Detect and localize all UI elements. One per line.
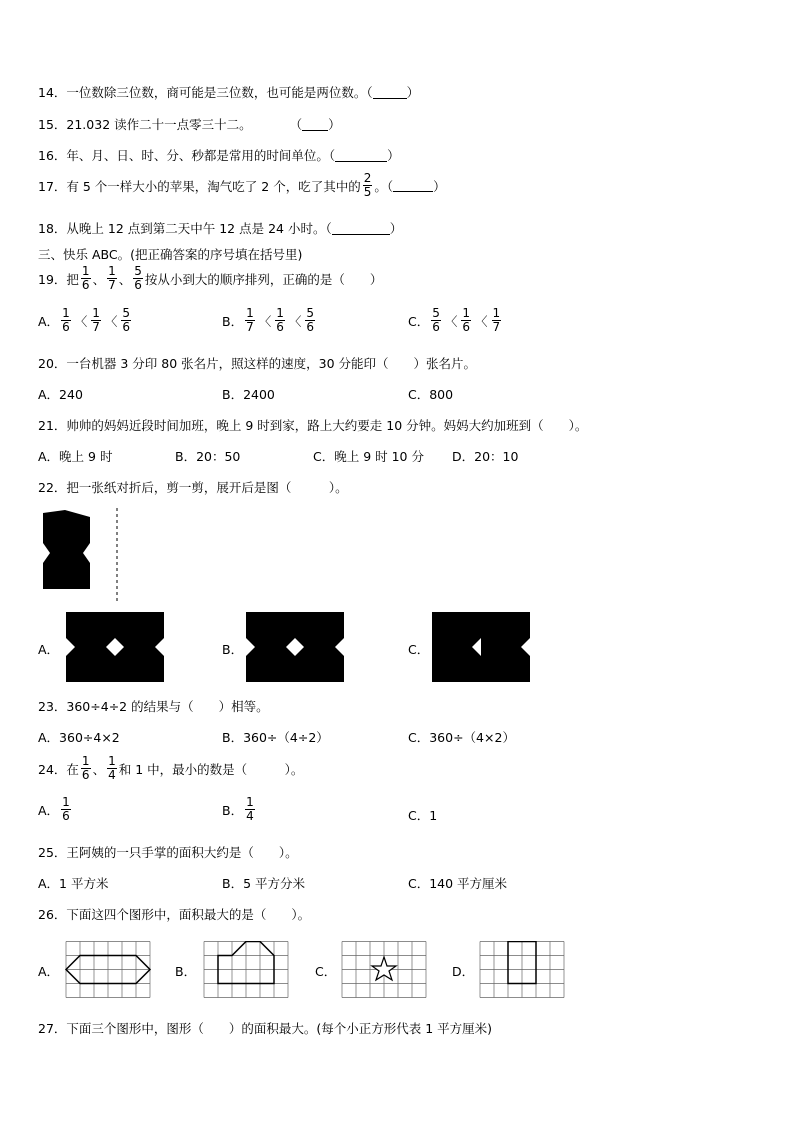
option-b[interactable]: B． — [222, 642, 244, 657]
answer-blank[interactable] — [302, 118, 328, 131]
answer-blank[interactable] — [332, 222, 390, 235]
grid-figure-d[interactable] — [478, 941, 566, 999]
option-a[interactable]: A．1 平方米 — [38, 876, 109, 891]
section-heading: 三、快乐 ABC。(把正确答案的序号填在括号里) — [38, 247, 303, 262]
option-a[interactable]: A． — [38, 964, 60, 979]
fraction: $\frac{1}{7}$ — [246, 306, 254, 334]
option-b[interactable]: B．20：50 — [175, 449, 241, 464]
option-d[interactable]: D．20：10 — [452, 449, 519, 464]
fraction: $\frac{5}{6}$ — [122, 306, 131, 334]
question-23: 23． 360÷4÷2 的结果与（ ）相等。 — [38, 699, 269, 714]
fraction: $\frac{1}{7}$ — [492, 306, 501, 334]
grid-figure-b[interactable] — [202, 941, 290, 999]
option-a[interactable]: A． $\frac{1}{6}$ — [38, 795, 70, 823]
option-b[interactable]: B． $\frac{1}{7}$ 〈 $\frac{1}{6}$ 〈 $\frac{5}{6}$ — [222, 306, 315, 334]
fraction: $\frac{1}{6}$ — [81, 754, 90, 782]
option-c[interactable]: C． — [408, 642, 430, 657]
option-a[interactable]: A．晚上 9 时 — [38, 449, 113, 464]
option-c[interactable]: C．140 平方厘米 — [408, 876, 508, 891]
question-21: 21． 帅帅的妈妈近段时间加班，晚上 9 时到家，路上大约要走 10 分钟。妈妈大约加班到（ ）。 — [38, 418, 588, 433]
question-15: 15． 21.032 读作二十一点零三十二。 （ ） — [38, 117, 341, 132]
option-b-figure[interactable] — [246, 612, 344, 682]
question-16: 16． 年、月、日、时、分、秒都是常用的时间单位。（ ） — [38, 148, 400, 163]
fraction: $\frac{5}{6}$ — [432, 306, 440, 334]
option-c[interactable]: C．360÷（4×2） — [408, 730, 515, 745]
question-20: 20． 一台机器 3 分印 80 张名片，照这样的速度，30 分能印（ ）张名片。 — [38, 356, 477, 371]
option-c[interactable]: C． — [315, 964, 337, 979]
fraction: $\frac{1}{6}$ — [81, 264, 90, 292]
question-26: 26． 下面这四个图形中，面积最大的是（ ）。 — [38, 907, 311, 922]
fraction: $\frac{5}{6}$ — [134, 264, 142, 292]
grid-figure-a[interactable] — [64, 941, 152, 999]
option-a[interactable]: A．360÷4×2 — [38, 730, 120, 745]
question-22: 22． 把一张纸对折后，剪一剪，展开后是图（ ）。 — [38, 480, 348, 495]
option-c[interactable]: C．晚上 9 时 10 分 — [313, 449, 424, 464]
question-18: 18． 从晚上 12 点到第二天中午 12 点是 24 小时。（ ） — [38, 221, 403, 236]
option-a[interactable]: A．240 — [38, 387, 83, 402]
fraction: $\frac{2}{5}$ — [363, 171, 372, 199]
option-b[interactable]: B．5 平方分米 — [222, 876, 306, 891]
option-c[interactable]: C．1 — [408, 808, 438, 823]
option-b[interactable]: B．360÷（4÷2） — [222, 730, 329, 745]
fraction: $\frac{1}{6}$ — [276, 306, 284, 334]
answer-blank[interactable] — [335, 149, 387, 162]
fraction: $\frac{1}{6}$ — [62, 795, 70, 823]
question-17: 17． 有 5 个一样大小的苹果，淘气吃了 2 个，吃了其中的 $\frac{2}{5}$ 。（ ） — [38, 171, 446, 199]
option-c[interactable]: C． $\frac{5}{6}$ 〈 $\frac{1}{6}$ 〈 $\frac{1}{7}$ — [408, 306, 501, 334]
question-19: 19． 把 $\frac{1}{6}$ 、 $\frac{1}{7}$ 、 $\frac{5}{6}$ 按从小到大的顺序排列，正确的是（ ） — [38, 264, 383, 292]
fraction: $\frac{1}{6}$ — [462, 306, 471, 334]
option-a[interactable]: A． $\frac{1}{6}$ 〈 $\frac{1}{7}$ 〈 $\frac{5}{6}$ — [38, 306, 131, 334]
question-27: 27． 下面三个图形中，图形（ ）的面积最大。(每个小正方形代表 1 平方厘米) — [38, 1021, 493, 1036]
option-a[interactable]: A． — [38, 642, 60, 657]
fraction: $\frac{1}{7}$ — [92, 306, 100, 334]
question-24: 24． 在 $\frac{1}{6}$ 、 $\frac{1}{4}$ 和 1 中，最小的数是（ ）。 — [38, 754, 304, 782]
question-14: 14． 一位数除三位数，商可能是三位数，也可能是两位数。（ ） — [38, 85, 420, 100]
option-b[interactable]: B． — [175, 964, 197, 979]
option-b[interactable]: B． $\frac{1}{4}$ — [222, 795, 254, 823]
option-d[interactable]: D． — [452, 964, 475, 979]
question-25: 25． 王阿姨的一只手掌的面积大约是（ ）。 — [38, 845, 298, 860]
fraction: $\frac{1}{6}$ — [62, 306, 70, 334]
fraction: $\frac{1}{7}$ — [108, 264, 116, 292]
grid-figure-c[interactable] — [340, 941, 428, 999]
option-c-figure[interactable] — [432, 612, 530, 682]
fraction: $\frac{1}{4}$ — [246, 795, 254, 823]
option-c[interactable]: C．800 — [408, 387, 454, 402]
option-a-figure[interactable] — [66, 612, 164, 682]
fraction: $\frac{5}{6}$ — [306, 306, 315, 334]
answer-blank[interactable] — [373, 86, 407, 99]
fraction: $\frac{1}{4}$ — [108, 754, 116, 782]
folded-paper-figure — [40, 505, 130, 605]
option-b[interactable]: B．2400 — [222, 387, 275, 402]
answer-blank[interactable] — [393, 179, 433, 192]
